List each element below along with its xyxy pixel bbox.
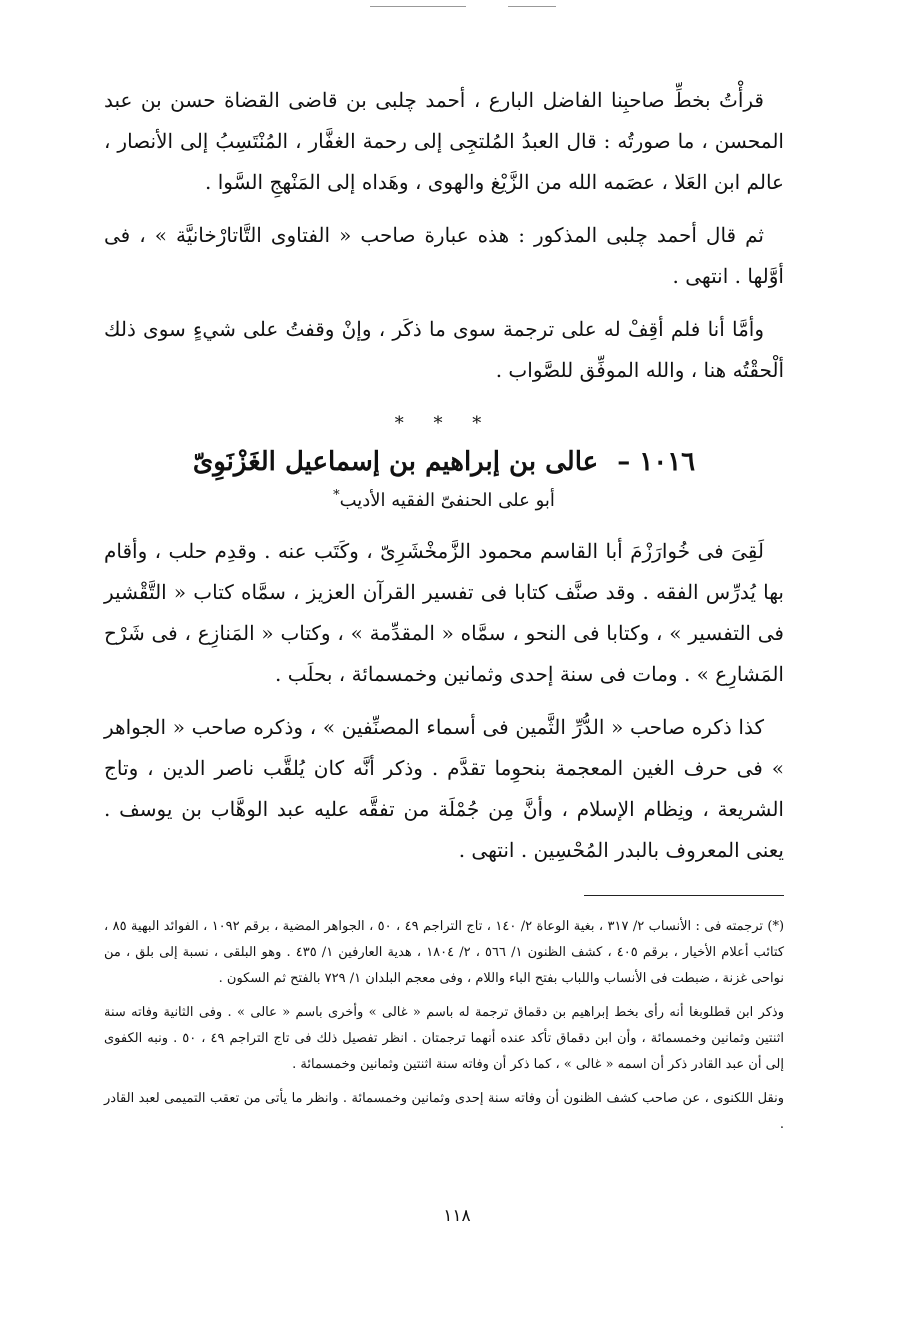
- page-number: ١١٨: [443, 1206, 471, 1226]
- paragraph-entry-sources: كذا ذكره صاحب « الدُّرِّ الثَّمين فى أسماء المصنِّفين » ، وذكره صاحب « الجواهر » فى حرف الغين المعجمة بنحوِما تقدَّم . وذكر أنَّه كان يُلقَّب ناصر الدين ، وتاج الشريعة ، ونِظام الإسلام ، وأنَّ مِن جُمْلَة من تفقَّه عليه عبد الوهَّاب بن يوسف . يعنى المعروف بالبدر المُحْسِين . انتهى .: [104, 715, 784, 862]
- entry-number: ١٠١٦ –: [617, 447, 696, 477]
- paragraph-quote: ثم قال أحمد چلبى المذكور : هذه عبارة صاحب « الفتاوى التَّاتارْخانيَّة » ، فى أوَّلها . انتهى .: [104, 223, 784, 288]
- entry-subtitle: [104, 482, 784, 515]
- footnotes: [104, 914, 784, 1138]
- footnote-1: (*) ترجمته فى : الأنساب ٢/ ٣١٧ ، بغية الوعاة ٢/ ١٤٠ ، تاج التراجم ٤٩ ، ٥٠ ، الجواهر المضية ، برقم ١٠٩٢ ، الفوائد البهية ٨٥ ، كتائب أعلام الأخيار ، برقم ٤٠٥ ، كشف الظنون ١/ ٥٦٦ ، ٢/ ١٨٠٤ ، هدية العارفين ١/ ٤٣٥ . وهو البلقى ، نسبة إلى بلق ، من نواحى غزنة ، ضبطت فى الأنساب واللباب بفتح الباء واللام ، وفى معجم البلدان ١/ ٧٢٩ بالفتح ثم السكون .: [104, 919, 785, 986]
- paragraph-closing: وأمَّا أنا فلم أقِفْ له على ترجمة سوى ما ذكَر ، وإنْ وقفتُ على شيءٍ سوى ذلك ألْحقْتُه هنا ، والله الموفِّق للصَّواب .: [104, 317, 784, 382]
- entry-name: عالى بن إبراهيم بن إسماعيل الغَزْنَوِىّ: [192, 447, 599, 477]
- footnote-2: وذكر ابن قطلوبغا أنه رأى بخط إبراهيم بن دقماق ترجمة له باسم « غالى » وأخرى باسم « عالى » . وفى الثانية وفاته سنة اثنتين وثمانين وخمسمائة ، وأن ابن دقماق تأكد عنده أنهما ترجمتان . انظر تفصيل ذلك فى تاج التراجم ٤٩ ، ٥٠ . ونبه الكفوى إلى أن عبد القادر ذكر أن اسمه « غالى » ، كما ذكر أن وفاته سنة اثنتين وثمانين وخمسمائة .: [104, 1005, 784, 1072]
- page-body: [104, 80, 784, 1146]
- section-separator: * * *: [394, 413, 494, 434]
- footnote-3: ونقل اللكنوى ، عن صاحب كشف الظنون أن وفاته سنة إحدى وثمانين وخمسمائة . وانظر ما يأتى من تعقب التميمى لعبد القادر .: [104, 1091, 784, 1132]
- paragraph-entry-biography: لَقِىَ فى خُوارَزْمَ أبا القاسم محمود الزَّمخْشَرِىّ ، وكَتَب عنه . وقدِم حلب ، وأقام بها يُدرِّس الفقه . وقد صنَّف كتابا فى تفسير القرآن العزيز ، سمَّاه كتاب « التَّقْشير فى التفسير » ، وكتابا فى النحو ، سمَّاه « المقدِّمة » ، وكتاب « المَنازِع ، فى شَرْح المَشارِع » . ومات فى سنة إحدى وثمانين وخمسمائة ، بحلَب .: [104, 539, 784, 686]
- entry-subtitle-text: أبو على الحنفىّ الفقيه الأديب: [339, 490, 555, 511]
- entry-title: [104, 442, 784, 482]
- footnote-marker: *: [333, 488, 340, 503]
- header-rule-right: [508, 6, 556, 7]
- header-rule-left: [370, 6, 466, 7]
- footnote-rule: [584, 895, 784, 896]
- paragraph-intro: قرأْتُ بخطِّ صاحبِنا الفاضل البارع ، أحمد چلبى بن قاضى القضاة حسن بن عبد المحسن ، ما صورتُه : قال العبدُ المُلتجِى إلى رحمة الغفَّار ، المُنْتَسِبُ إلى الأنصار ، عالم ابن العَلا ، عصَمه الله من الزَّيْغ والهوى ، وهَداه إلى المَنْهجِ السَّوا .: [104, 88, 784, 194]
- entry-heading: [104, 442, 784, 515]
